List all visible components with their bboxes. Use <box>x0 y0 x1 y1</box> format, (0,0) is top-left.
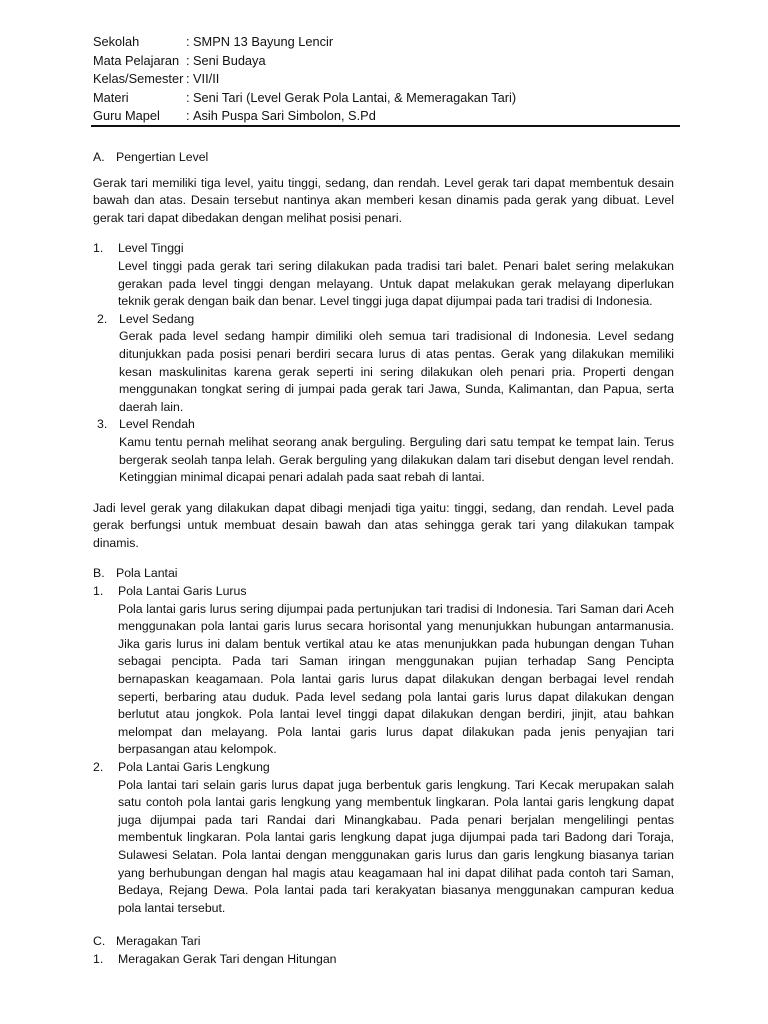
section-letter: C. <box>93 934 106 949</box>
list-item-garis-lengkung <box>93 759 674 917</box>
section-b-heading <box>93 565 674 583</box>
list-item-level-tinggi <box>93 240 674 310</box>
list-number: 1. <box>93 241 104 256</box>
header-value: Seni Tari (Level Gerak Pola Lantai, & Memeragakan Tari) <box>193 89 517 105</box>
header-row-subject <box>93 52 683 71</box>
header-separator: : <box>186 52 190 68</box>
header-separator: : <box>186 34 190 49</box>
header-label: Kelas/Semester <box>93 71 184 86</box>
section-a-heading <box>93 149 674 167</box>
section-title: Pengertian Level <box>116 150 209 164</box>
list-item-text: Gerak pada level sedang hampir dimiliki oleh semua tari tradisional di Indonesia. Level sedang ditunjukkan pada posisi penari berdiri secara lurus di atas pentas. Gerak yang dilakukan memiliki kesan maskulinitas karena gerak seperti ini sering dilakukan oleh penari pria. Properti dengan menggunakan tongkat sering di jumpai pada gerak tari Jawa, Sunda, Kalimantan, dan Papua, serta daerah lain. <box>119 329 674 414</box>
section-title: Pola Lantai <box>116 566 178 581</box>
list-item-title: Meragakan Gerak Tari dengan Hitungan <box>118 951 337 966</box>
section-letter: A. <box>93 150 105 164</box>
section-letter: B. <box>93 566 105 581</box>
header-separator: : <box>186 71 190 86</box>
list-number: 2. <box>97 311 108 326</box>
header-label: Mata Pelajaran <box>93 52 180 68</box>
list-item-title: Pola Lantai Garis Lurus <box>118 584 247 599</box>
header-value: Seni Budaya <box>193 52 266 68</box>
header-row-material <box>93 89 683 108</box>
list-number: 1. <box>93 584 104 599</box>
list-item-level-sedang <box>93 311 674 417</box>
document-header <box>93 33 683 126</box>
header-value: Asih Puspa Sari Simbolon, S.Pd <box>193 108 376 123</box>
header-value: SMPN 13 Bayung Lencir <box>193 34 334 49</box>
list-item-title: Level Sedang <box>119 311 195 326</box>
list-item-text: Level tinggi pada gerak tari sering dilakukan pada tradisi tari balet. Penari balet sering melakukan gerakan pada level tinggi dengan melayang. Untuk dapat melakukan gerak melayang diperlukan teknik gerak dengan baik dan benar. Level tinggi juga dapat dijumpai pada tari tradisi di Indonesia. <box>118 258 674 309</box>
section-title: Meragakan Tari <box>116 934 201 949</box>
list-item-level-rendah <box>93 416 674 486</box>
list-item-text: Pola lantai garis lurus sering dijumpai pada pertunjukan tari tradisi di Indonesia. Tari Saman dari Aceh menggunakan pola lantai garis lurus secara horisontal yang menunjukkan hubungan antarmanusia. Jika garis lurus ini dalam bentuk vertikal atau ke atas menunjukkan pada hubungan dengan Tuhan sebagai pencipta. Pada tari Saman iringan menggunakan pujian terhadap Sang Pencipta bernapaskan keagamaan. Pola lantai garis lurus dapat dilakukan dengan berbagai level rendah seperti, berbaring atau duduk. Pada level sedang pola lantai garis lurus dapat dilakukan dengan berlutut atau jongkok. Pola lantai level tinggi dapat dilakukan dengan berdiri, jinjit, atau bahkan melompat dan melayang. Pola lantai garis lurus dapat dilakukan pada jenis penyajian tari berpasangan atau kelompok. <box>118 601 674 757</box>
list-item-text: Pola lantai tari selain garis lurus dapat juga berbentuk garis lengkung. Tari Kecak merupakan salah satu contoh pola lantai garis lengkung yang membentuk lingkaran. Pola lantai garis lengkung dapat juga dijumpai pada tari Randai dari Minangkabau. Pada penari berjalan mengelilingi pentas membentuk lingkaran. Pola lantai garis lengkung dapat juga dijumpai pada tari Badong dari Toraja, Sulawesi Selatan. Pola lantai dengan menggunakan garis lurus dan garis lengkung biasanya tarian yang berhubungan dengan hal magis atau keagamaan hal ini dapat dilihat pada contoh tari Saman, Bedaya, Rejang Dewa. Pola lantai pada tari kerakyatan biasanya menggunakan campuran kedua pola lantai tersebut. <box>118 777 674 915</box>
list-number: 1. <box>93 951 104 966</box>
header-row-class <box>93 70 683 89</box>
list-item-title: Level Rendah <box>119 417 195 432</box>
header-value: VII/II <box>193 71 220 86</box>
list-number: 2. <box>93 760 104 774</box>
header-separator: : <box>186 108 190 123</box>
list-item-text: Kamu tentu pernah melihat seorang anak berguling. Berguling dari satu tempat ke tempat lain. Terus bergerak seolah tanpa lelah. Gerak berguling yang dilakukan dalam tari disebut dengan level rendah. Ketinggian minimal dicapai penari adalah pada saat rebah di lantai. <box>119 434 674 485</box>
list-number: 3. <box>97 417 108 432</box>
header-row-school <box>93 33 683 52</box>
header-divider <box>91 125 680 127</box>
header-label: Sekolah <box>93 34 140 49</box>
list-item-hitungan <box>93 951 674 969</box>
list-item-garis-lurus <box>93 583 674 759</box>
section-a-intro: Gerak tari memiliki tiga level, yaitu tinggi, sedang, dan rendah. Level gerak tari dapat membentuk desain bawah dan atas. Desain tersebut nantinya akan memberi kesan dinamis pada gerak yang dibuat. Level gerak tari dapat dibedakan dengan melihat posisi penari. <box>93 175 674 225</box>
list-item-title: Level Tinggi <box>118 241 184 256</box>
header-label: Materi <box>93 89 129 105</box>
section-c-heading <box>93 933 674 951</box>
header-label: Guru Mapel <box>93 108 160 123</box>
list-item-title: Pola Lantai Garis Lengkung <box>118 760 270 774</box>
header-row-teacher <box>93 107 683 126</box>
document-body <box>93 149 674 969</box>
header-separator: : <box>186 89 190 105</box>
section-a-conclusion: Jadi level gerak yang dilakukan dapat dibagi menjadi tiga yaitu: tinggi, sedang, dan rendah. Level pada gerak berfungsi untuk membuat desain bawah dan atas sehingga gerak tari yang dilakukan tampak dinamis. <box>93 500 674 550</box>
